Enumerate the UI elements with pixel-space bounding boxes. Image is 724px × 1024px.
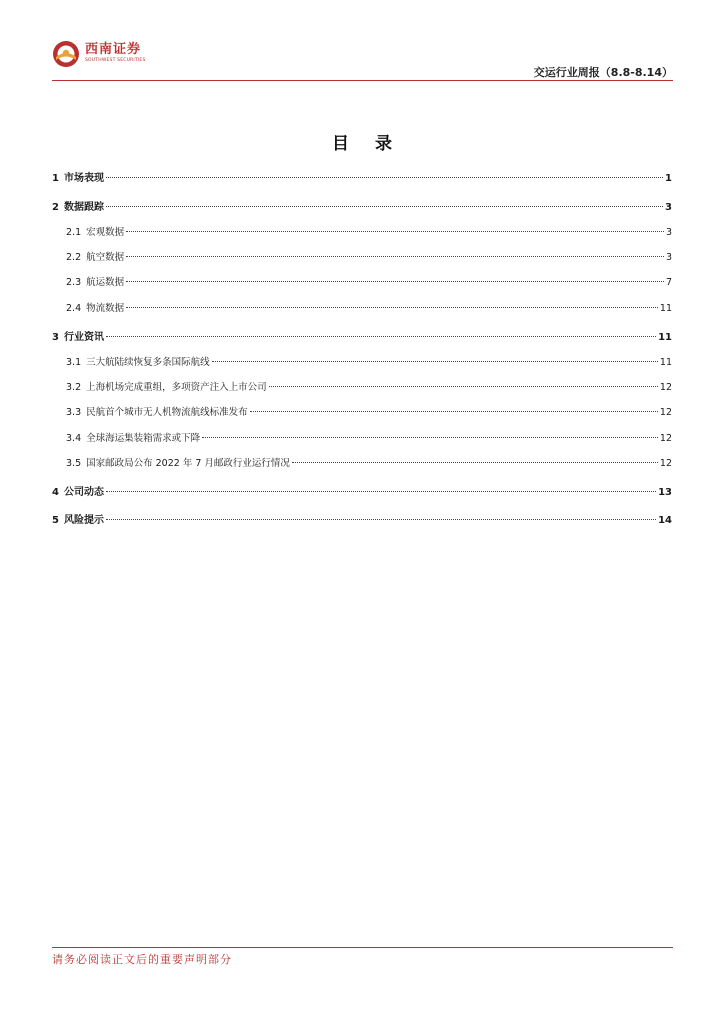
page-header: [52, 40, 673, 81]
toc-entry-number: 5: [52, 515, 59, 526]
toc-entry-label: 航空数据: [86, 252, 125, 263]
toc-heading: 目 录: [332, 134, 402, 154]
toc-entry-page: 3: [665, 252, 672, 263]
toc-entry-label: 国家邮政局公布 2022 年 7 月邮政行业运行情况: [86, 458, 290, 469]
report-title: 交运行业周报（8.8-8.14）: [533, 66, 673, 79]
toc-dot-leader: [126, 307, 658, 308]
toc-entry-number: 1: [52, 173, 59, 184]
toc-entry-number: 2: [52, 202, 59, 213]
toc-entry[interactable]: [52, 514, 672, 528]
toc-entry-page: 11: [659, 357, 672, 368]
toc-entry-label: 市场表现: [63, 173, 104, 184]
toc-entry-page: 12: [659, 382, 672, 393]
toc-entry-number: 3.4: [66, 433, 82, 444]
toc-entry-page: 7: [665, 277, 672, 288]
toc-entry-label: 上海机场完成重组，多项资产注入上市公司: [86, 382, 267, 393]
toc-entry[interactable]: [52, 331, 672, 345]
toc-dot-leader: [106, 491, 656, 492]
toc-entry[interactable]: [52, 201, 672, 215]
toc-dot-leader: [126, 256, 664, 257]
toc-dot-leader: [126, 231, 664, 232]
toc-entry-number: 3.5: [66, 458, 82, 469]
toc-entry[interactable]: [52, 432, 672, 446]
toc-entry-number: 3.2: [66, 382, 82, 393]
toc-entry[interactable]: [52, 486, 672, 500]
toc-entry-number: 4: [52, 487, 59, 498]
toc-entry-page: 3: [665, 202, 672, 213]
toc-entry[interactable]: [52, 251, 672, 265]
toc-entry-page: 1: [665, 173, 672, 184]
toc-entry-number: 3.3: [66, 407, 82, 418]
toc-entry-page: 13: [658, 487, 672, 498]
toc-entry-label: 全球海运集装箱需求或下降: [86, 433, 201, 444]
toc-entry[interactable]: [52, 226, 672, 240]
toc-entry-number: 2.4: [66, 303, 82, 314]
disclaimer-note: 请务必阅读正文后的重要声明部分: [52, 953, 232, 966]
toc-entry-label: 宏观数据: [86, 227, 125, 238]
toc-entry-label: 物流数据: [86, 303, 125, 314]
toc-dot-leader: [250, 411, 658, 412]
toc-dot-leader: [202, 437, 658, 438]
toc-entry-page: 12: [659, 458, 672, 469]
toc-entry-number: 2.1: [66, 227, 82, 238]
toc-entry[interactable]: [52, 356, 672, 370]
toc-entry-number: 3: [52, 332, 59, 343]
toc-entry-label: 风险提示: [63, 515, 104, 526]
toc-entry-page: 14: [658, 515, 672, 526]
toc-dot-leader: [269, 386, 658, 387]
logo-english-name: SOUTHWEST SECURITIES: [85, 58, 146, 63]
footer-divider: [52, 947, 673, 948]
toc-entry[interactable]: [52, 276, 672, 290]
toc-entry[interactable]: [52, 406, 672, 420]
company-logo: [52, 40, 146, 68]
logo-chinese-name: 西南证券: [85, 42, 142, 57]
toc-entry-page: 3: [665, 227, 672, 238]
toc-entry-number: 2.3: [66, 277, 82, 288]
toc-entry[interactable]: [52, 172, 672, 186]
toc-entry-label: 三大航陆续恢复多条国际航线: [86, 357, 210, 368]
toc-entry[interactable]: [52, 381, 672, 395]
company-logo-icon: [52, 40, 80, 68]
toc-entry-label: 数据跟踪: [63, 202, 104, 213]
toc-entry-page: 11: [658, 332, 672, 343]
header-divider: [52, 80, 673, 81]
toc-dot-leader: [212, 361, 658, 362]
toc-dot-leader: [292, 462, 658, 463]
toc-dot-leader: [106, 206, 663, 207]
toc-entry-page: 11: [659, 303, 672, 314]
toc-entry-label: 航运数据: [86, 277, 125, 288]
toc-entry-number: 2.2: [66, 252, 82, 263]
toc-dot-leader: [106, 519, 656, 520]
toc-entry-label: 公司动态: [63, 487, 104, 498]
toc-entry-page: 12: [659, 433, 672, 444]
toc-dot-leader: [106, 336, 656, 337]
toc-entry[interactable]: [52, 302, 672, 316]
toc-entry-page: 12: [659, 407, 672, 418]
toc-dot-leader: [106, 177, 663, 178]
toc-entry-label: 民航首个城市无人机物流航线标准发布: [86, 407, 248, 418]
toc-dot-leader: [126, 281, 664, 282]
toc-entry-label: 行业资讯: [63, 332, 104, 343]
toc-entry-number: 3.1: [66, 357, 82, 368]
toc-entry[interactable]: [52, 457, 672, 471]
